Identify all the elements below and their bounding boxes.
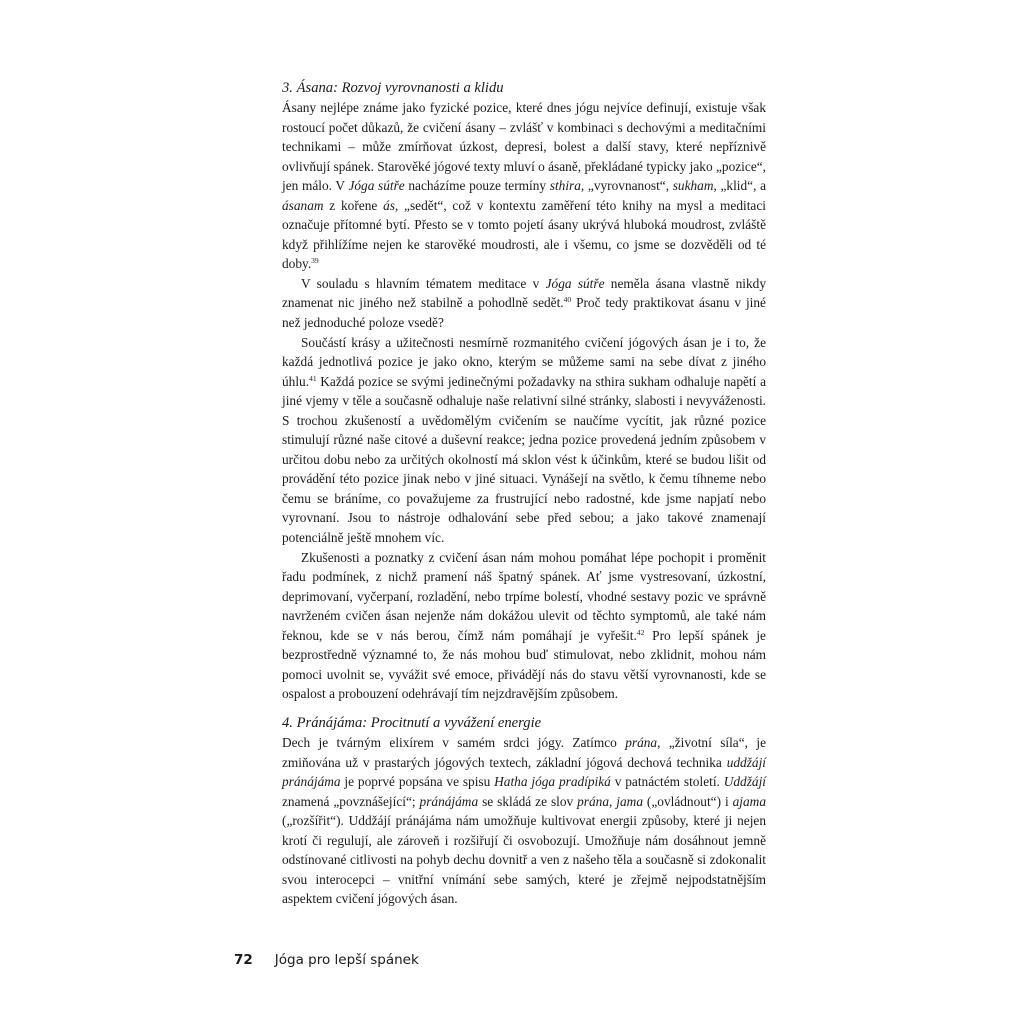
section-heading-pranayama: 4. Pránájáma: Procitnutí a vyvážení energie: [282, 714, 542, 731]
paragraph: Zkušenosti a poznatky z cvičení ásan nám mohou pomáhat lépe pochopit i proměnit řadu podmínek, z nichž pramení náš špatný spánek. Ať jsme vystresovaní, úzkostní, deprimovaní, vyčerpaní, rozladění, nebo trpíme bolestí, vhodné sestavy pozic ve správně navrženém cvičen ásan nejenže nám dokážou ulevit od těchto symptomů, ale také nám řeknou, kde se v nás berou, čímž nám pomáhají je vyřešit.$^{42}$ Pro lepší spánek je bezprostředně významné to, že nás mohou buď stimulovat, nebo zklidnit, mohou nám pomoci uvolnit se, vyvážit své emoce, přivádějí nás do stavu větší vyrovnanosti, kde se ospalost a probouzení odehrávají tím nejzdravějším způsobem.: [282, 549, 766, 702]
paragraph: V souladu s hlavním tématem meditace v Jóga sútře neměla ásana vlastně nikdy znamenat nic jiného než stabilně a pohodlně sedět.$^{40}$ Proč tedy praktikovat ásanu v jiné než jednoduché poloze vsedě?: [282, 275, 767, 331]
paragraph: Součástí krásy a užitečnosti nesmírně rozmanitého cvičení jógových ásan je i to, že každá jednotlivá pozice je jako okno, kterým se můžeme sami na sebe dívat z jiného úhlu.$^{41}$ Každá pozice se svými jedinečnými požadavky na sthira sukham odhaluje napětí a jiné vjemy v těle a současně odhaluje naše relativní silné stránky, slabosti i nevyváženosti. S trochou zkušeností a uvědomělým cvičením se naučíme vycítit, jak různé pozice stimulují různé naše citové a duševní reakce; jedna pozice provedená jedním způsobem v určitou dobu nebo za určitých okolností má sklon vést k účinkům, které se budou lišit od provádění této pozice jinak nebo v jiné situaci. Vynášejí na světlo, k čemu tíhneme nebo čemu se bráníme, co považujeme za frustrující nebo radostné, kde jsme napjatí nebo vyrovnaní. Jsou to nástroje odhalování sebe před sebou; a jako takové znamenají potenciálně ještě mnohem víc.: [282, 334, 766, 546]
page-footer: [234, 952, 419, 968]
footnote-ref: 39: [311, 256, 319, 266]
footnote-ref: 40: [563, 295, 572, 305]
page-number: 72: [234, 952, 253, 968]
running-title: Jóga pro lepší spánek: [274, 952, 419, 968]
page-body: [282, 78, 766, 909]
section-heading-asana: 3. Ásana: Rozvoj vyrovnanosti a klidu: [282, 80, 504, 96]
paragraph: Ásany nejlépe známe jako fyzické pozice, které dnes jógu nejvíce definují, existuje však rostoucí počet důkazů, že cvičení ásany – zvlášť v kombinaci s dechovými a meditačními technikami – může zmírňovat úzkost, depresi, bolest a další stavy, které nepříznivě ovlivňují spánek. Starověké jógové texty mluví o ásaně, překládané typicky jako „pozice“, jen málo. V Jóga sútře nacházíme pouze termíny sthira, „vyrovnanost“, sukham, „klid“, a ásanam z kořene ás, „sedět“, což v kontextu zaměření této knihy na mysl a meditaci označuje přítomné bytí. Přesto se v tomto pojetí ásany ukrývá hluboká moudrost, zvláště když přihlížíme nejen ke starověké moudrosti, ale i všemu, co jsme se dozvěděli od té doby.$^{39}$: [282, 100, 766, 272]
paragraph: Dech je tvárným elixírem v samém srdci jógy. Zatímco prána, „životní síla“, je zmiňována už v prastarých jógových textech, základní jógová dechová technika uddžájí pránájáma je poprvé popsána ve spisu Hatha jóga pradípiká v patnáctém století. Uddžájí znamená „povznášející“; pránájáma se skládá ze slov prána, jama („ovládnout“) i ajama („rozšířit“). Uddžájí pránájáma nám umožňuje kultivovat energii způsoby, které ji nejen krotí či regulují, ale zároveň i rozšiřují či osvobozují. Umožňuje nám dosáhnout jemně odstínované citlivosti na pohyb dechu dovnitř a ven z našeho těla a současně si zdokonalit svou interocepci – vnitřní vnímání sebe samých, které je zřejmě nejpodstatnějším aspektem cvičení jógových ásan.: [282, 734, 766, 907]
footnote-ref: 41: [309, 373, 317, 383]
footnote-ref: 42: [636, 627, 645, 637]
